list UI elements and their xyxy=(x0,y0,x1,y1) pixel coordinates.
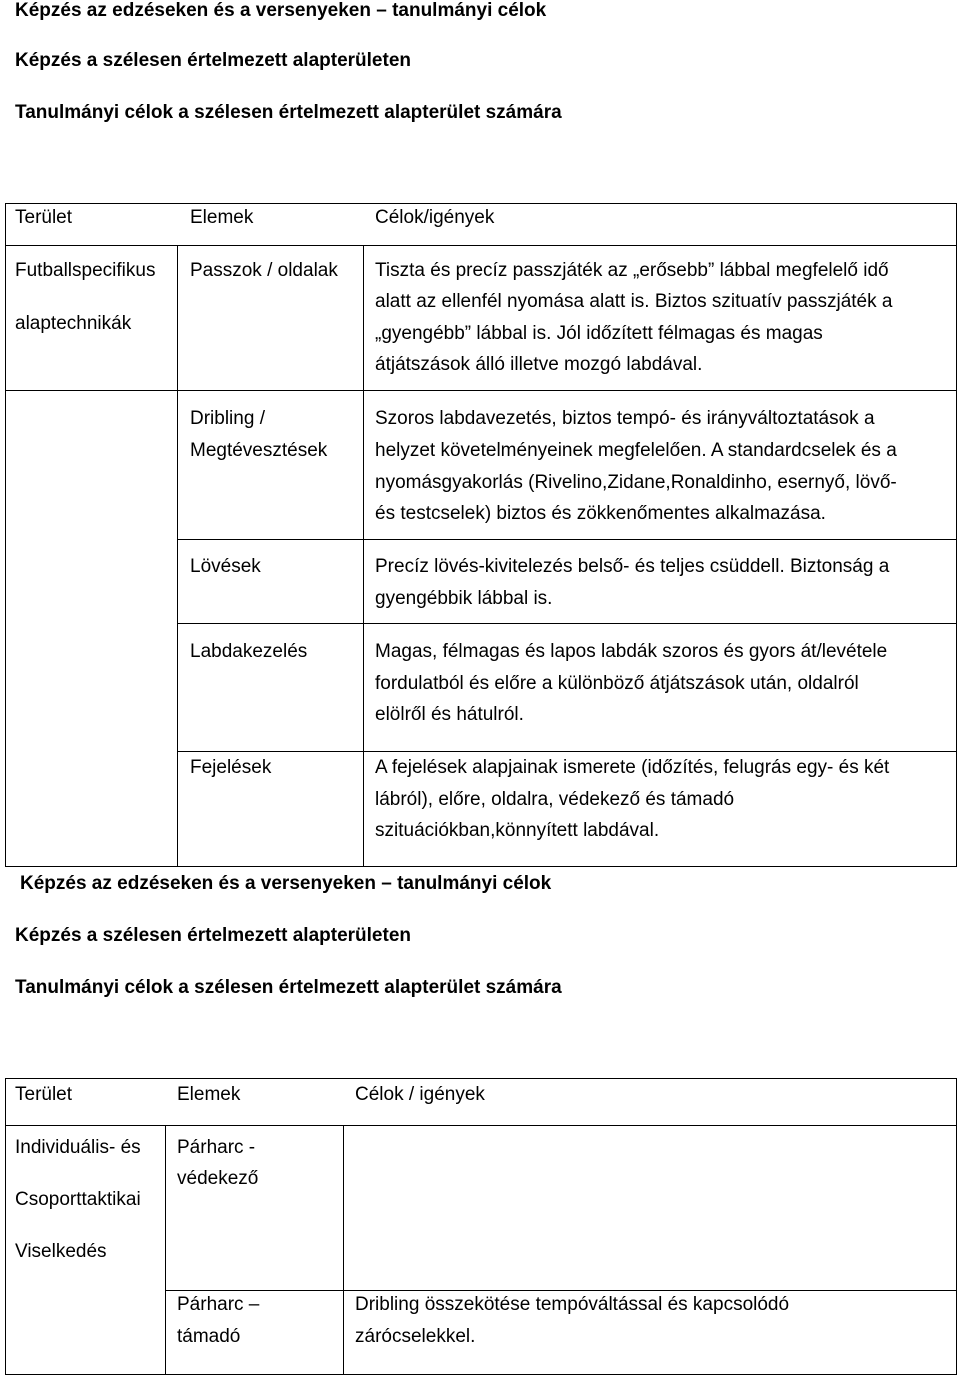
section1-heading-1: Képzés az edzéseken és a versenyeken – tanulmányi célok xyxy=(15,0,547,21)
section1-heading-2: Képzés a szélesen értelmezett alapterületen xyxy=(15,50,412,71)
header-elements: Elemek xyxy=(190,207,254,228)
table2-border-bottom xyxy=(5,1374,957,1375)
row-rule-2 xyxy=(178,539,957,540)
area-label-line2: alaptechnikák xyxy=(15,313,132,334)
element-duel-defending-line1: Párharc - xyxy=(177,1137,256,1158)
element-dribbling-line1: Dribling / xyxy=(190,408,265,429)
goal-dribbling-line4: és testcselek) biztos és zökkenőmentes alkalmazása. xyxy=(375,503,826,524)
table2-border-right xyxy=(956,1078,957,1375)
section1-heading-3: Tanulmányi célok a szélesen értelmezett alapterület számára xyxy=(15,102,562,123)
section2-heading-3: Tanulmányi célok a szélesen értelmezett alapterület számára xyxy=(15,977,562,998)
row-rule-1 xyxy=(178,390,957,391)
goal-ball-handling-line2: fordulatból és előre a különböző átjátszások után, oldalról xyxy=(375,673,859,694)
goal-dribbling-line1: Szoros labdavezetés, biztos tempó- és irányváltoztatások a xyxy=(375,408,875,429)
goal-duel-attacking-line2: zárócselekkel. xyxy=(355,1326,476,1347)
element-duel-defending-line2: védekező xyxy=(177,1168,259,1189)
goal-dribbling-line3: nyomásgyakorlás (Rivelino,Zidane,Ronaldinho, esernyő, lövő- xyxy=(375,472,897,493)
goal-shots-line1: Precíz lövés-kivitelezés belső- és teljes csüddell. Biztonság a xyxy=(375,556,890,577)
goal-ball-handling-line3: elölről és hátulról. xyxy=(375,704,524,725)
table2-area-line2: Csoporttaktikai xyxy=(15,1189,141,1210)
table2-area-line3: Viselkedés xyxy=(15,1241,107,1262)
table-border-left xyxy=(5,203,6,867)
element-duel-attacking-line1: Párharc – xyxy=(177,1294,260,1315)
goal-passes-line4: átjátszások álló illetve mozgó labdával. xyxy=(375,354,703,375)
goal-headers-line1: A fejelések alapjainak ismerete (időzítés, felugrás egy- és két xyxy=(375,757,890,778)
area-label-line1: Futballspecifikus xyxy=(15,260,156,281)
element-passes: Passzok / oldalak xyxy=(190,260,338,281)
row-rule-3 xyxy=(178,623,957,624)
header-area: Terület xyxy=(15,207,73,228)
section2-heading-1: Képzés az edzéseken és a versenyeken – tanulmányi célok xyxy=(20,873,552,894)
table2-header-goals: Célok / igények xyxy=(355,1084,485,1105)
element-headers: Fejelések xyxy=(190,757,272,778)
goal-headers-line3: szituációkban,könnyített labdával. xyxy=(375,820,660,841)
section2-heading-2: Képzés a szélesen értelmezett alapterületen xyxy=(15,925,412,946)
goal-dribbling-line2: helyzet követelményeinek megfelelően. A standardcselek és a xyxy=(375,440,897,461)
goal-duel-attacking-line1: Dribling összekötése tempóváltással és kapcsolódó xyxy=(355,1294,790,1315)
element-duel-attacking-line2: támadó xyxy=(177,1326,241,1347)
table2-divider-1 xyxy=(165,1125,166,1375)
goal-passes-line2: alatt az ellenfél nyomása alatt is. Biztos szituatív passzjáték a xyxy=(375,291,893,312)
table-header-rule xyxy=(5,245,957,246)
table2-header-area: Terület xyxy=(15,1084,73,1105)
goal-passes-line3: „gyengébb” lábbal is. Jól időzített félmagas és magas xyxy=(375,323,823,344)
element-ball-handling: Labdakezelés xyxy=(190,641,308,662)
goal-ball-handling-line1: Magas, félmagas és lapos labdák szoros és gyors át/levétele xyxy=(375,641,888,662)
table-border-bottom xyxy=(5,866,957,867)
goal-headers-line2: lábról), előre, oldalra, védekező és támadó xyxy=(375,789,735,810)
table-divider-1 xyxy=(177,245,178,867)
goal-passes-line1: Tiszta és precíz passzjáték az „erősebb” lábbal megfelelő idő xyxy=(375,260,889,281)
table2-border-left xyxy=(5,1078,6,1375)
goal-shots-line2: gyengébbik lábbal is. xyxy=(375,588,553,609)
table2-header-elements: Elemek xyxy=(177,1084,241,1105)
area-cell-bottom xyxy=(5,390,178,391)
table2-area-line1: Individuális- és xyxy=(15,1137,141,1158)
table2-divider-2 xyxy=(343,1125,344,1375)
element-dribbling-line2: Megtévesztések xyxy=(190,440,328,461)
table-border-right xyxy=(956,203,957,867)
header-goals: Célok/igények xyxy=(375,207,495,228)
table2-header-rule xyxy=(5,1125,957,1126)
table-divider-2 xyxy=(363,245,364,867)
element-shots: Lövések xyxy=(190,556,261,577)
